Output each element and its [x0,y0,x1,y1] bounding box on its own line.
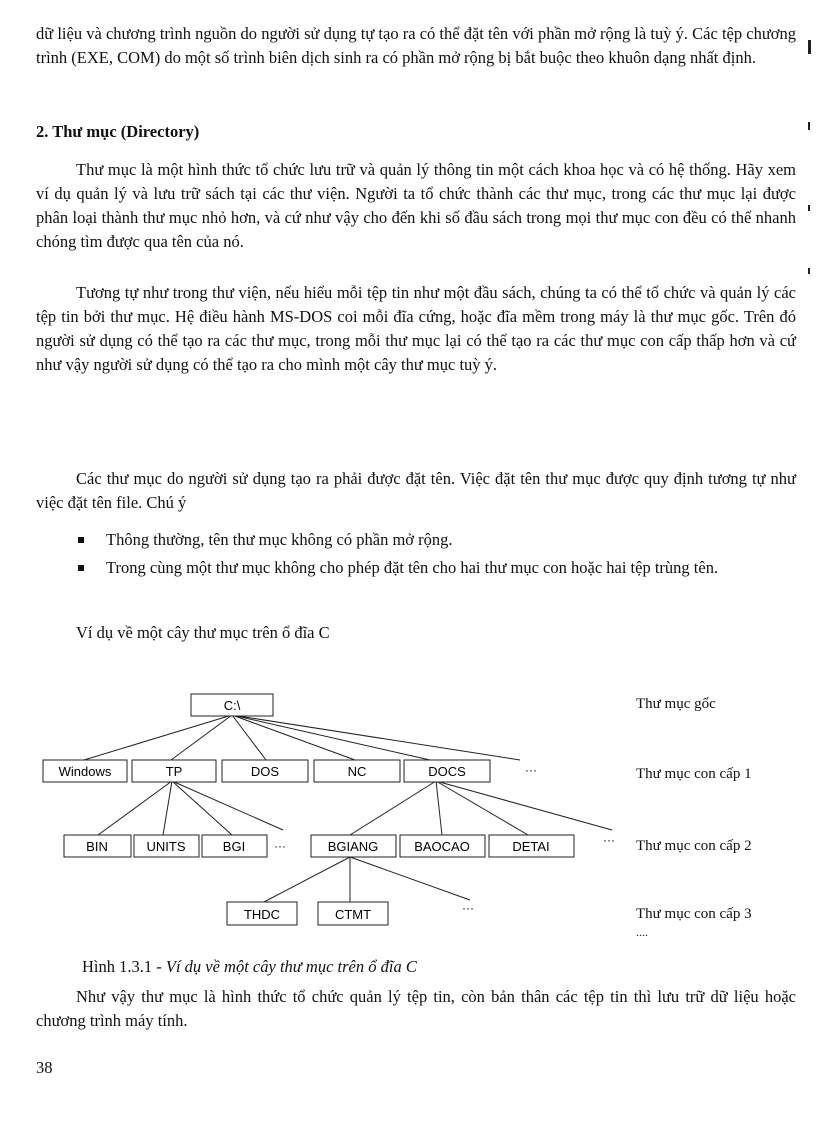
notes-list [36,528,796,584]
figure-caption: Hình 1.3.1 - Ví dụ về một cây thư mục trên ổ đĩa C [82,957,417,976]
label-level3: Thư mục con cấp 3 [636,906,752,922]
scan-edge-mark [808,205,810,211]
node-bgiang: BGIANG [327,839,379,854]
ellipsis-level1: ··· [525,763,537,777]
level1-nodes [43,760,537,782]
root-node [191,694,273,716]
paragraph-2: Tương tự như trong thư viện, nếu hiểu mỗi tệp tin như một đầu sách, chúng ta có thể tổ chức và quản lý các tệp tin bởi thư mục. Hệ điều hành MS-DOS coi mỗi đĩa cứng, hoặc đĩa mềm trong máy là thư mục gốc. Trên đó người sử dụng có thể tạo ra các thư mục, trong mỗi thư mục lại có thể tạo ra các thư mục con cấp thấp hơn và cứ như vậy người sử dụng có thể tạo ra cho mình một cây thư mục tuỳ ý. [36,283,796,374]
node-baocao: BAOCAO [414,839,470,854]
scan-edge-mark [808,122,810,130]
node-bin: BIN [86,839,108,854]
list-item: Trong cùng một thư mục không cho phép đặt tên cho hai thư mục con hoặc hai tệp trùng tên. [36,556,796,580]
node-tp: TP [165,764,183,779]
bullet-icon [78,537,84,543]
bullet-icon [78,565,84,571]
node-detai: DETAI [512,839,550,854]
list-item: Thông thường, tên thư mục không có phần mở rộng. [36,528,796,552]
trailing-dots: .... [636,925,648,939]
paragraph-1: Thư mục là một hình thức tổ chức lưu trữ và quản lý thông tin một cách khoa học và có hệ thống. Hãy xem ví dụ quản lý và lưu trữ sách tại các thư viện. Người ta tổ chức thành các thư mục, trong các thư mục lại được phân loại thành thư mục nhỏ hơn, và cứ như vậy cho đến khi số đầu sách trong mọi thư mục con đều có thể nhanh chóng tìm được qua tên của nó. [36,160,796,251]
page-number: 38 [36,1058,53,1077]
tree-edges [84,715,612,903]
label-root-level: Thư mục gốc [636,696,716,712]
ellipsis-level3: ··· [462,901,474,915]
node-windows: Windows [58,764,112,779]
paragraph-top: dữ liệu và chương trình nguồn do người sử dụng tự tạo ra có thể đặt tên với phần mở rộng là tuỳ ý. Các tệp chương trình (EXE, COM) do một số trình biên dịch sinh ra có phần mở rộng bị bắt buộc theo khuôn dạng nhất định. [36,24,796,67]
node-thdc: THDC [243,907,281,922]
node-units: UNITS [146,839,186,854]
node-ctmt: CTMT [334,907,372,922]
label-level1: Thư mục con cấp 1 [636,766,752,782]
section-heading: 2. Thư mục (Directory) [36,122,200,141]
level2-nodes [64,833,615,857]
node-dos: DOS [250,764,280,779]
paragraph-4: Như vậy thư mục là hình thức tổ chức quản lý tệp tin, còn bản thân các tệp tin thì lưu trữ dữ liệu hoặc chương trình máy tính. [36,987,796,1030]
ellipsis-level2-tp: ··· [274,839,286,853]
label-level2: Thư mục con cấp 2 [636,838,752,854]
node-docs: DOCS [428,764,466,779]
paragraph-3: Các thư mục do người sử dụng tạo ra phải được đặt tên. Việc đặt tên thư mục được quy định tương tự như việc đặt tên file. Chú ý [36,469,796,512]
root-label: C:\ [223,698,241,713]
node-bgi: BGI [222,839,246,854]
level-labels [636,696,752,939]
node-nc: NC [347,764,367,779]
directory-tree-diagram [0,680,816,950]
scan-edge-mark [808,40,811,54]
ellipsis-level2-docs: ··· [603,833,615,847]
level3-nodes [227,901,474,925]
example-intro: Ví dụ về một cây thư mục trên ổ đĩa C [76,623,330,642]
scan-edge-mark [808,268,810,274]
